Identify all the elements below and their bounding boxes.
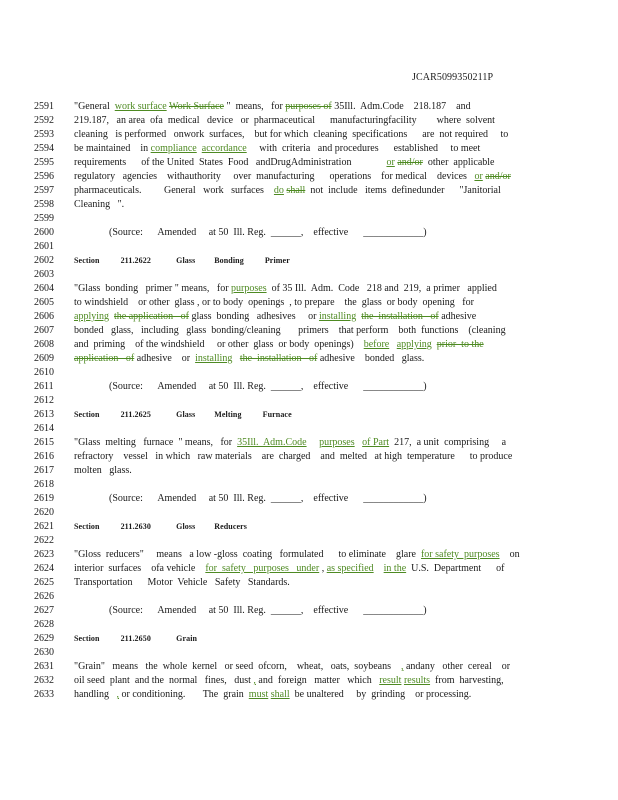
text-segment: (Source: Amended at 50 Ill. Reg. ______, effective ____________)	[109, 227, 427, 238]
line-text	[74, 450, 512, 464]
source-note	[109, 604, 427, 618]
document-line	[34, 338, 582, 352]
document-line	[34, 296, 582, 310]
inserted-text: must	[248, 689, 269, 700]
text-segment: "General	[74, 101, 115, 112]
inserted-text: or	[474, 171, 483, 182]
document-line	[34, 324, 582, 338]
line-text	[74, 576, 290, 590]
text-segment: Cleaning ".	[74, 199, 125, 210]
line-number: 2627	[34, 605, 54, 616]
deleted-text: the installation of	[239, 353, 318, 364]
line-number: 2613	[34, 409, 54, 420]
text-segment: and priming of the windshield or other glass or body openings)	[74, 339, 364, 350]
text-segment: "Grain" means the whole kernel or seed ofcorn, wheat, oats, soybeans	[74, 661, 401, 672]
line-number: 2614	[34, 423, 54, 434]
section-heading	[74, 254, 290, 268]
line-text	[74, 562, 504, 576]
inserted-text: purposes	[231, 283, 267, 294]
line-text	[74, 436, 506, 450]
document-line	[34, 548, 582, 562]
line-number: 2620	[34, 507, 54, 518]
section-heading	[74, 632, 197, 646]
text-segment: regulatory agencies withauthority over manufacturing operations for medical devices	[74, 171, 475, 182]
text-segment: from harvesting,	[430, 675, 504, 686]
line-number: 2612	[34, 395, 54, 406]
document-line	[34, 268, 582, 282]
deleted-text: and/or	[397, 157, 423, 168]
document-line	[34, 114, 582, 128]
text-segment: glass bonding adhesives or	[188, 311, 319, 322]
text-segment: U.S. Department of	[406, 563, 505, 574]
text-segment: interior surfaces ofa vehicle	[74, 563, 206, 574]
line-text	[74, 660, 510, 674]
line-number: 2594	[34, 143, 54, 154]
line-number: 2598	[34, 199, 54, 210]
line-number: 2616	[34, 451, 54, 462]
text-segment: 217, a unit comprising a	[389, 437, 507, 448]
document-line	[34, 590, 582, 604]
line-number: 2603	[34, 269, 54, 280]
deleted-text: shall	[286, 185, 306, 196]
inserted-text: as specified	[326, 563, 374, 574]
document-line	[34, 436, 582, 450]
text-segment: (Source: Amended at 50 Ill. Reg. ______, effective ____________)	[109, 493, 427, 504]
text-segment: handling	[74, 689, 117, 700]
document-line	[34, 156, 582, 170]
line-number: 2618	[34, 479, 54, 490]
line-text	[74, 674, 504, 688]
text-segment: adhesive	[438, 311, 477, 322]
source-note	[109, 492, 427, 506]
text-segment: Section 211.2625 Glass Melting Furnace	[74, 410, 292, 419]
text-segment: "Gloss reducers" means a low -gloss coating formulated to eliminate glare	[74, 549, 421, 560]
line-number: 2615	[34, 437, 54, 448]
text-segment: to windshield or other glass , or to body openings , to prepare the glass or body opening for	[74, 297, 474, 308]
line-number: 2592	[34, 115, 54, 126]
source-note	[109, 226, 427, 240]
line-number: 2631	[34, 661, 54, 672]
line-text	[74, 198, 124, 212]
line-number: 2591	[34, 101, 54, 112]
line-text	[74, 114, 495, 128]
section-heading	[74, 520, 247, 534]
deleted-text: and/or	[485, 171, 511, 182]
document-line	[34, 604, 582, 618]
text-segment: Section 211.2622 Glass Bonding Primer	[74, 256, 290, 265]
inserted-text: 35Ill. Adm.Code	[237, 437, 307, 448]
text-segment: (Source: Amended at 50 Ill. Reg. ______, effective ____________)	[109, 605, 427, 616]
document-line	[34, 534, 582, 548]
text-segment: " means, for	[224, 101, 286, 112]
line-text	[74, 282, 497, 296]
text-segment: be maintained in	[74, 143, 151, 154]
text-segment: of 35 Ill. Adm. Code 218 and 219, a primer applied	[266, 283, 497, 294]
text-segment	[232, 353, 240, 364]
inserted-text: installing	[318, 311, 357, 322]
section-heading	[74, 408, 292, 422]
line-number: 2626	[34, 591, 54, 602]
line-text	[74, 310, 476, 324]
text-segment: adhesive or	[134, 353, 196, 364]
inserted-text: for safety purposes	[420, 549, 500, 560]
document-line	[34, 506, 582, 520]
inserted-text: or	[386, 157, 395, 168]
line-text	[74, 142, 480, 156]
deleted-text: the installation of	[361, 311, 439, 322]
document-line	[34, 366, 582, 380]
text-segment: adhesive bonded glass.	[317, 353, 425, 364]
deleted-text: prior to the	[436, 339, 484, 350]
line-text	[74, 464, 132, 478]
document-line	[34, 660, 582, 674]
line-number: 2617	[34, 465, 54, 476]
line-number: 2600	[34, 227, 54, 238]
line-number: 2611	[34, 381, 54, 392]
text-segment: Section 211.2650 Grain	[74, 634, 198, 643]
document-line	[34, 422, 582, 436]
inserted-text: in the	[383, 563, 407, 574]
inserted-text: for safety purposes under	[205, 563, 320, 574]
text-segment: requirements of the United States Food andDrugAdministration	[74, 157, 387, 168]
document-line	[34, 254, 582, 268]
inserted-text: of Part	[362, 437, 390, 448]
document-line	[34, 562, 582, 576]
line-number: 2625	[34, 577, 54, 588]
inserted-text: compliance	[150, 143, 197, 154]
inserted-text: applying	[74, 311, 109, 322]
line-text	[74, 352, 424, 366]
line-number: 2632	[34, 675, 54, 686]
text-segment	[389, 339, 397, 350]
document-line	[34, 646, 582, 660]
line-number: 2622	[34, 535, 54, 546]
document-line	[34, 618, 582, 632]
document-line	[34, 240, 582, 254]
inserted-text: ,	[116, 689, 119, 700]
deleted-text: application of	[74, 353, 135, 364]
text-segment: not include items definedunder "Janitorial	[305, 185, 501, 196]
line-number: 2606	[34, 311, 54, 322]
text-segment: on	[499, 549, 520, 560]
document-line	[34, 198, 582, 212]
text-segment: 219.187, an area ofa medical device or pharmaceutical manufacturingfacility where solvent	[74, 115, 495, 126]
inserted-text: applying	[396, 339, 432, 350]
inserted-text: accordance	[201, 143, 247, 154]
text-segment	[307, 437, 320, 448]
document-line	[34, 520, 582, 534]
line-number: 2607	[34, 325, 54, 336]
text-segment: with criteria and procedures established to meet	[246, 143, 481, 154]
inserted-text: results	[403, 675, 431, 686]
document-line	[34, 464, 582, 478]
text-segment: be unaltered by grinding or processing.	[289, 689, 472, 700]
text-segment: andany other cereal or	[403, 661, 511, 672]
inserted-text: ,	[253, 675, 256, 686]
text-segment: Section 211.2630 Gloss Reducers	[74, 522, 248, 531]
line-number: 2595	[34, 157, 54, 168]
line-number: 2593	[34, 129, 54, 140]
document-line	[34, 128, 582, 142]
inserted-text: do	[273, 185, 284, 196]
line-text	[74, 100, 471, 114]
text-segment: other applicable	[422, 157, 495, 168]
document-line	[34, 576, 582, 590]
text-segment: ,	[319, 563, 327, 574]
document-body	[34, 100, 582, 702]
document-line	[34, 688, 582, 702]
inserted-text: ,	[400, 661, 404, 672]
document-line	[34, 142, 582, 156]
document-line	[34, 226, 582, 240]
document-line	[34, 408, 582, 422]
document-line	[34, 184, 582, 198]
line-number: 2623	[34, 549, 54, 560]
line-number: 2628	[34, 619, 54, 630]
text-segment: "Glass bonding primer " means, for	[74, 283, 232, 294]
document-line	[34, 394, 582, 408]
line-text	[74, 688, 471, 702]
text-segment: 35Ill. Adm.Code 218.187 and	[331, 101, 471, 112]
document-line	[34, 282, 582, 296]
inserted-text: installing	[195, 353, 233, 364]
text-segment: refractory vessel in which raw materials are charged and melted at high temperature to produce	[74, 451, 513, 462]
line-number: 2601	[34, 241, 54, 252]
document-line	[34, 310, 582, 324]
line-number: 2621	[34, 521, 54, 532]
deleted-text: Work Surface	[168, 101, 224, 112]
line-number: 2599	[34, 213, 54, 224]
line-number: 2610	[34, 367, 54, 378]
text-segment: and foreign matter which	[255, 675, 380, 686]
line-number: 2609	[34, 353, 54, 364]
line-text	[74, 324, 506, 338]
line-number: 2619	[34, 493, 54, 504]
text-segment: oil seed plant and the normal fines, dust	[74, 675, 254, 686]
line-text	[74, 128, 508, 142]
line-number: 2629	[34, 633, 54, 644]
text-segment: molten glass.	[74, 465, 132, 476]
inserted-text: result	[379, 675, 402, 686]
line-number: 2624	[34, 563, 54, 574]
document-line	[34, 212, 582, 226]
document-line	[34, 352, 582, 366]
line-number: 2633	[34, 689, 54, 700]
line-text	[74, 548, 520, 562]
document-line	[34, 478, 582, 492]
line-number: 2608	[34, 339, 54, 350]
line-number: 2605	[34, 297, 54, 308]
line-text	[74, 296, 474, 310]
text-segment	[374, 563, 384, 574]
text-segment: bonded glass, including glass bonding/cleaning primers that perform both functions (cleaning	[74, 325, 506, 336]
document-line	[34, 450, 582, 464]
document-line	[34, 492, 582, 506]
line-text	[74, 184, 501, 198]
text-segment: (Source: Amended at 50 Ill. Reg. ______, effective ____________)	[109, 381, 427, 392]
line-text	[74, 156, 495, 170]
source-note	[109, 380, 427, 394]
line-number: 2630	[34, 647, 54, 658]
document-id: JCAR5099350211P	[412, 72, 494, 83]
deleted-text: the application of	[114, 311, 189, 322]
text-segment: Transportation Motor Vehicle Safety Standards.	[74, 577, 290, 588]
line-number: 2604	[34, 283, 54, 294]
inserted-text: purposes	[319, 437, 355, 448]
text-segment: "Glass melting furnace " means, for	[74, 437, 238, 448]
line-number: 2597	[34, 185, 54, 196]
line-text	[74, 338, 484, 352]
document-line	[34, 632, 582, 646]
inserted-text: before	[363, 339, 390, 350]
deleted-text: purposes of	[285, 101, 332, 112]
inserted-text: shall	[270, 689, 290, 700]
document-line	[34, 380, 582, 394]
text-segment: pharmaceuticals. General work surfaces	[74, 185, 274, 196]
document-line	[34, 674, 582, 688]
line-number: 2596	[34, 171, 54, 182]
text-segment: or conditioning. The grain	[119, 689, 249, 700]
line-number: 2602	[34, 255, 54, 266]
document-line	[34, 100, 582, 114]
line-text	[74, 170, 511, 184]
inserted-text: work surface	[114, 101, 167, 112]
text-segment: cleaning is performed onwork surfaces, but for which cleaning specifications are not required to	[74, 129, 509, 140]
document-line	[34, 170, 582, 184]
